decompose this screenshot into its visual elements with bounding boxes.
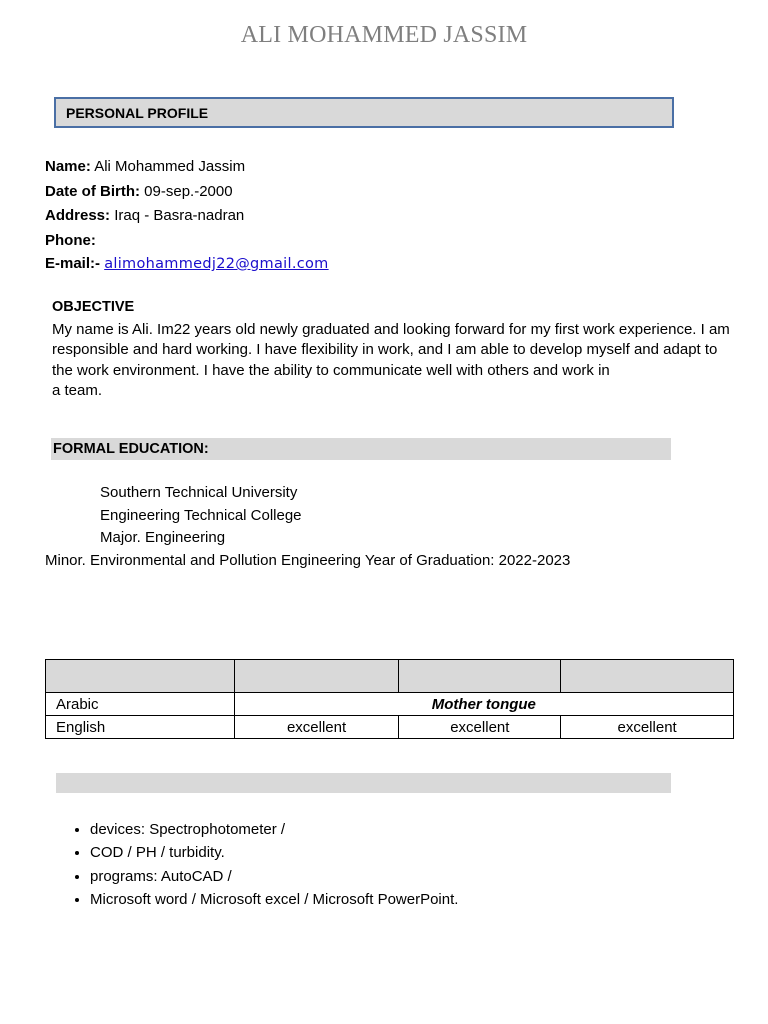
list-item: • COD / PH / turbidity. bbox=[90, 841, 458, 864]
header-cell bbox=[399, 660, 561, 693]
dob-label: Date of Birth: bbox=[45, 183, 140, 200]
language-cell: Arabic bbox=[46, 693, 235, 716]
objective-paragraph-end: a team. bbox=[52, 381, 103, 399]
resume-title: ALI MOHAMMED JASSIM bbox=[240, 22, 528, 48]
address-value: Iraq - Basra-nadran bbox=[110, 207, 245, 224]
objective-paragraph: My name is Ali. Im22 years old newly graduated and looking forward for my first work experience. I am responsible and hard working. I have flexibility in work, and I am able to develop myself and adapt to the work environment. I have the ability to communicate well with others and work in bbox=[52, 321, 730, 379]
objective-heading: OBJECTIVE bbox=[52, 299, 135, 315]
list-item: • devices: Spectrophotometer / bbox=[90, 818, 458, 841]
education-header bbox=[51, 438, 671, 460]
table-row bbox=[46, 716, 734, 739]
languages-header-row bbox=[46, 660, 734, 693]
college: Engineering Technical College bbox=[100, 507, 302, 524]
languages-table bbox=[45, 659, 734, 739]
minor: Minor. Environmental and Pollution Engineering Year of Graduation: 2022-2023 bbox=[45, 552, 571, 569]
education-heading: FORMAL EDUCATION: bbox=[53, 441, 209, 457]
level-cell: excellent bbox=[399, 716, 561, 739]
university: Southern Technical University bbox=[100, 484, 298, 501]
dob-value: 09-sep.-2000 bbox=[140, 183, 233, 200]
language-cell: English bbox=[46, 716, 235, 739]
level-cell: excellent bbox=[561, 716, 734, 739]
email-field bbox=[45, 255, 329, 272]
phone-field bbox=[45, 232, 96, 249]
skills-list bbox=[45, 818, 458, 911]
email-link[interactable]: alimohammedj22@gmail.com bbox=[104, 256, 329, 272]
skills-header-bar bbox=[56, 773, 671, 793]
objective-text bbox=[52, 320, 732, 401]
phone-label: Phone: bbox=[45, 232, 96, 249]
table-row bbox=[46, 693, 734, 716]
header-cell bbox=[234, 660, 399, 693]
name-value: Ali Mohammed Jassim bbox=[90, 158, 246, 175]
address-field bbox=[45, 207, 244, 224]
dob-field bbox=[45, 183, 233, 200]
level-cell: excellent bbox=[234, 716, 399, 739]
name-field bbox=[45, 158, 245, 175]
personal-profile-header bbox=[54, 97, 674, 128]
address-label: Address: bbox=[45, 207, 111, 224]
major: Major. Engineering bbox=[100, 529, 226, 546]
list-item: • Microsoft word / Microsoft excel / Microsoft PowerPoint. bbox=[90, 888, 458, 911]
list-item: • programs: AutoCAD / bbox=[90, 865, 458, 888]
email-label: E-mail:- bbox=[45, 255, 101, 272]
header-cell bbox=[561, 660, 734, 693]
level-cell: Mother tongue bbox=[234, 693, 733, 716]
name-label: Name: bbox=[45, 158, 91, 175]
personal-profile-label: PERSONAL PROFILE bbox=[66, 105, 209, 121]
header-cell bbox=[46, 660, 235, 693]
